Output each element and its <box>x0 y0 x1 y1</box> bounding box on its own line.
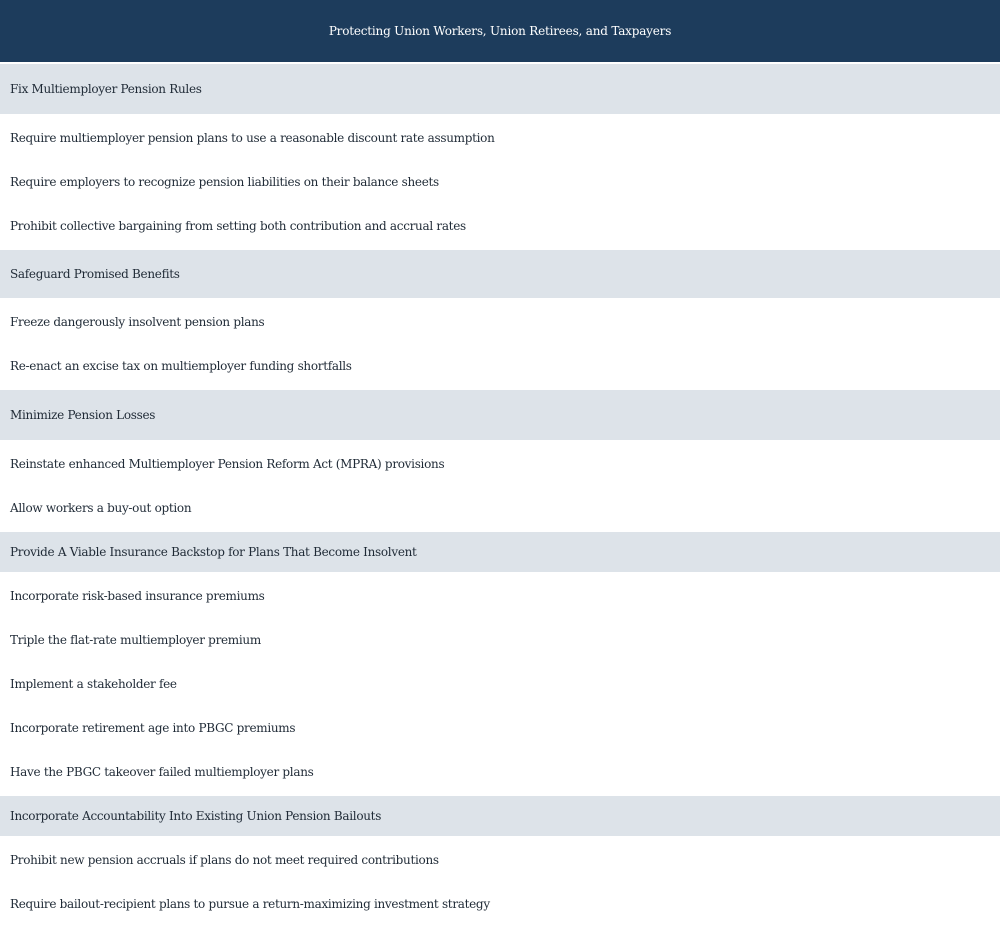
list-item: Implement a stakeholder fee <box>0 662 1000 706</box>
list-item: Incorporate risk-based insurance premiums <box>0 574 1000 618</box>
list-item: Reinstate enhanced Multiemployer Pension Reform Act (MPRA) provisions <box>0 442 1000 486</box>
section-heading-accountability: Incorporate Accountability Into Existing Union Pension Bailouts <box>0 794 1000 838</box>
list-item: Triple the flat-rate multiemployer premium <box>0 618 1000 662</box>
list-item: Require employers to recognize pension liabilities on their balance sheets <box>0 160 1000 204</box>
list-item: Require bailout-recipient plans to pursue a return-maximizing investment strategy <box>0 882 1000 926</box>
list-item: Incorporate retirement age into PBGC premiums <box>0 706 1000 750</box>
list-item: Allow workers a buy-out option <box>0 486 1000 530</box>
section-heading-insurance-backstop: Provide A Viable Insurance Backstop for Plans That Become Insolvent <box>0 530 1000 574</box>
section-heading-safeguard-benefits: Safeguard Promised Benefits <box>0 248 1000 300</box>
section-heading-fix-rules: Fix Multiemployer Pension Rules <box>0 62 1000 116</box>
list-item: Freeze dangerously insolvent pension plans <box>0 300 1000 344</box>
section-heading-minimize-losses: Minimize Pension Losses <box>0 388 1000 442</box>
list-item: Prohibit collective bargaining from setting both contribution and accrual rates <box>0 204 1000 248</box>
list-item: Re-enact an excise tax on multiemployer funding shortfalls <box>0 344 1000 388</box>
table-title: Protecting Union Workers, Union Retirees, and Taxpayers <box>0 0 1000 62</box>
list-item: Have the PBGC takeover failed multiemployer plans <box>0 750 1000 794</box>
list-item: Require multiemployer pension plans to use a reasonable discount rate assumption <box>0 116 1000 160</box>
list-item: Prohibit new pension accruals if plans do not meet required contributions <box>0 838 1000 882</box>
